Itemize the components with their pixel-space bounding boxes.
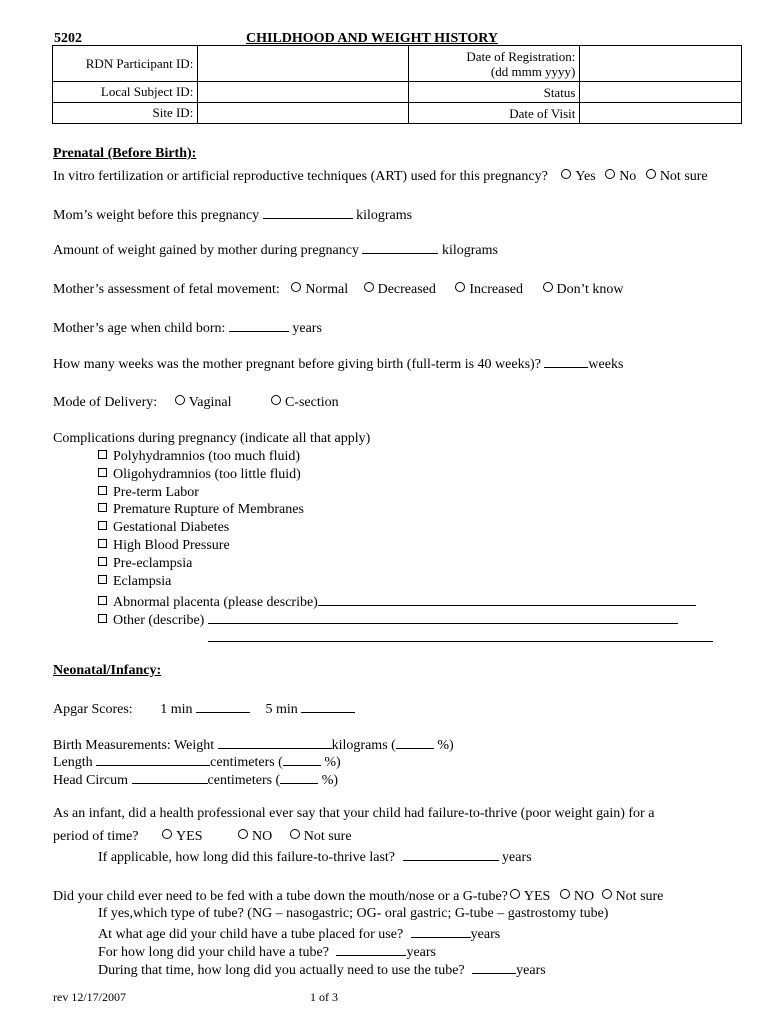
art-question: In vitro fertilization or artificial reproductive techniques (ART) used for this pregnancy? Yes No Not sure bbox=[53, 169, 708, 184]
weeks-pregnant-field[interactable] bbox=[544, 355, 588, 368]
high-blood-pressure-checkbox[interactable] bbox=[98, 539, 107, 548]
weight-gained-field[interactable] bbox=[362, 241, 438, 254]
mother-age-question: Mother’s age when child born: years bbox=[53, 321, 322, 336]
page-number: 1 of 3 bbox=[310, 990, 338, 1004]
date-of-visit-label: Date of Visit bbox=[408, 103, 580, 124]
complication-item: Gestational Diabetes bbox=[98, 521, 229, 535]
tube-yes-radio[interactable] bbox=[510, 889, 520, 899]
delivery-mode-question: Mode of Delivery: Vaginal C-section bbox=[53, 395, 339, 410]
tube-need-field[interactable] bbox=[472, 961, 516, 974]
fetal-movement-question: Mother’s assessment of fetal movement: Normal Decreased Increased Don’t know bbox=[53, 282, 624, 297]
tube-need-question: During that time, how long did you actually need to use the tube? years bbox=[98, 963, 546, 978]
rdn-participant-id-field[interactable] bbox=[198, 46, 408, 82]
complication-item: Oligohydramnios (too little fluid) bbox=[98, 468, 301, 482]
delivery-csection-radio[interactable] bbox=[271, 395, 281, 405]
abnormal-placenta-checkbox[interactable] bbox=[98, 596, 107, 605]
birth-weight-question: Birth Measurements: Weight kilograms ( %) bbox=[53, 738, 454, 753]
local-subject-id-label: Local Subject ID: bbox=[53, 82, 198, 103]
fetal-normal-radio[interactable] bbox=[291, 282, 301, 292]
tube-age-field[interactable] bbox=[411, 925, 471, 938]
ftt-not-sure-radio[interactable] bbox=[290, 829, 300, 839]
ftt-question-line-1: As an infant, did a health professional ever say that your child had failure-to-thrive (poor weight gain) for a bbox=[53, 806, 655, 821]
head-circumference-percentile-field[interactable] bbox=[280, 771, 318, 784]
registration-date-label: Date of Registration: (dd mmm yyyy) bbox=[408, 46, 580, 82]
pre-eclampsia-checkbox[interactable] bbox=[98, 557, 107, 566]
head-circumference-field[interactable] bbox=[132, 771, 208, 784]
weeks-pregnant-question: How many weeks was the mother pregnant before giving birth (full-term is 40 weeks)? weeks bbox=[53, 357, 624, 372]
tube-age-question: At what age did your child have a tube placed for use? years bbox=[98, 927, 501, 942]
premature-rupture-checkbox[interactable] bbox=[98, 503, 107, 512]
art-yes-radio[interactable] bbox=[561, 169, 571, 179]
revision-date: rev 12/17/2007 bbox=[53, 990, 126, 1004]
abnormal-placenta-field[interactable] bbox=[318, 593, 696, 606]
complication-item: Abnormal placenta (please describe) bbox=[98, 593, 696, 610]
complication-item: Other (describe) bbox=[98, 611, 678, 628]
delivery-vaginal-radio[interactable] bbox=[175, 395, 185, 405]
tube-type-question: If yes,which type of tube? (NG – nasogastric; OG- oral gastric; G-tube – gastrostomy tube) bbox=[98, 906, 609, 921]
form-number: 5202 bbox=[54, 31, 82, 46]
site-id-field[interactable] bbox=[198, 103, 408, 124]
complication-item: Eclampsia bbox=[98, 575, 171, 589]
page-title: CHILDHOOD AND WEIGHT HISTORY bbox=[246, 31, 498, 46]
mother-age-field[interactable] bbox=[229, 319, 289, 332]
ftt-duration-field[interactable] bbox=[403, 848, 499, 861]
status-label: Status bbox=[408, 82, 580, 103]
fetal-increased-radio[interactable] bbox=[455, 282, 465, 292]
local-subject-id-field[interactable] bbox=[198, 82, 408, 103]
birth-length-question: Length centimeters ( %) bbox=[53, 755, 341, 770]
apgar-1min-field[interactable] bbox=[196, 700, 250, 713]
mom-weight-before-question: Mom’s weight before this pregnancy kilograms bbox=[53, 208, 413, 223]
registration-date-field[interactable] bbox=[580, 46, 742, 82]
other-complication-checkbox[interactable] bbox=[98, 614, 107, 623]
art-not-sure-radio[interactable] bbox=[646, 169, 656, 179]
tube-duration-question: For how long did your child have a tube? years bbox=[98, 945, 436, 960]
participant-header-table bbox=[52, 45, 742, 124]
eclampsia-checkbox[interactable] bbox=[98, 575, 107, 584]
ftt-question-line-2: period of time? YES NO Not sure bbox=[53, 829, 352, 844]
other-complication-field-2[interactable] bbox=[208, 629, 713, 642]
birth-weight-percentile-field[interactable] bbox=[396, 736, 434, 749]
site-id-label: Site ID: bbox=[53, 103, 198, 124]
complication-item: High Blood Pressure bbox=[98, 539, 230, 553]
weight-gained-question: Amount of weight gained by mother during pregnancy kilograms bbox=[53, 243, 498, 258]
prenatal-heading: Prenatal (Before Birth): bbox=[53, 146, 197, 161]
tube-duration-field[interactable] bbox=[336, 943, 406, 956]
art-no-radio[interactable] bbox=[605, 169, 615, 179]
birth-length-field[interactable] bbox=[96, 753, 210, 766]
ftt-yes-radio[interactable] bbox=[162, 829, 172, 839]
complications-question: Complications during pregnancy (indicate all that apply) bbox=[53, 431, 371, 446]
polyhydramnios-checkbox[interactable] bbox=[98, 450, 107, 459]
rdn-participant-id-label: RDN Participant ID: bbox=[53, 46, 198, 82]
ftt-no-radio[interactable] bbox=[238, 829, 248, 839]
complication-item: Polyhydramnios (too much fluid) bbox=[98, 450, 300, 464]
status-field[interactable] bbox=[580, 82, 742, 103]
date-of-visit-field[interactable] bbox=[580, 103, 742, 124]
mom-weight-before-field[interactable] bbox=[263, 206, 353, 219]
neonatal-heading: Neonatal/Infancy: bbox=[53, 663, 162, 678]
oligohydramnios-checkbox[interactable] bbox=[98, 468, 107, 477]
ftt-duration-question: If applicable, how long did this failure-to-thrive last? years bbox=[98, 850, 532, 865]
birth-weight-field[interactable] bbox=[218, 736, 332, 749]
complication-item: Pre-term Labor bbox=[98, 486, 199, 500]
complication-item: Pre-eclampsia bbox=[98, 557, 192, 571]
apgar-5min-field[interactable] bbox=[301, 700, 355, 713]
preterm-labor-checkbox[interactable] bbox=[98, 486, 107, 495]
head-circumference-question: Head Circum centimeters ( %) bbox=[53, 773, 339, 788]
other-complication-field[interactable] bbox=[208, 611, 678, 624]
tube-no-radio[interactable] bbox=[560, 889, 570, 899]
fetal-decreased-radio[interactable] bbox=[364, 282, 374, 292]
fetal-dont-know-radio[interactable] bbox=[543, 282, 553, 292]
apgar-question: Apgar Scores: 1 min 5 min bbox=[53, 700, 355, 717]
birth-length-percentile-field[interactable] bbox=[283, 753, 321, 766]
tube-question: Did your child ever need to be fed with a tube down the mouth/nose or a G-tube? YES NO Not sure bbox=[53, 889, 664, 904]
complication-item: Premature Rupture of Membranes bbox=[98, 503, 304, 517]
tube-not-sure-radio[interactable] bbox=[602, 889, 612, 899]
gestational-diabetes-checkbox[interactable] bbox=[98, 521, 107, 530]
